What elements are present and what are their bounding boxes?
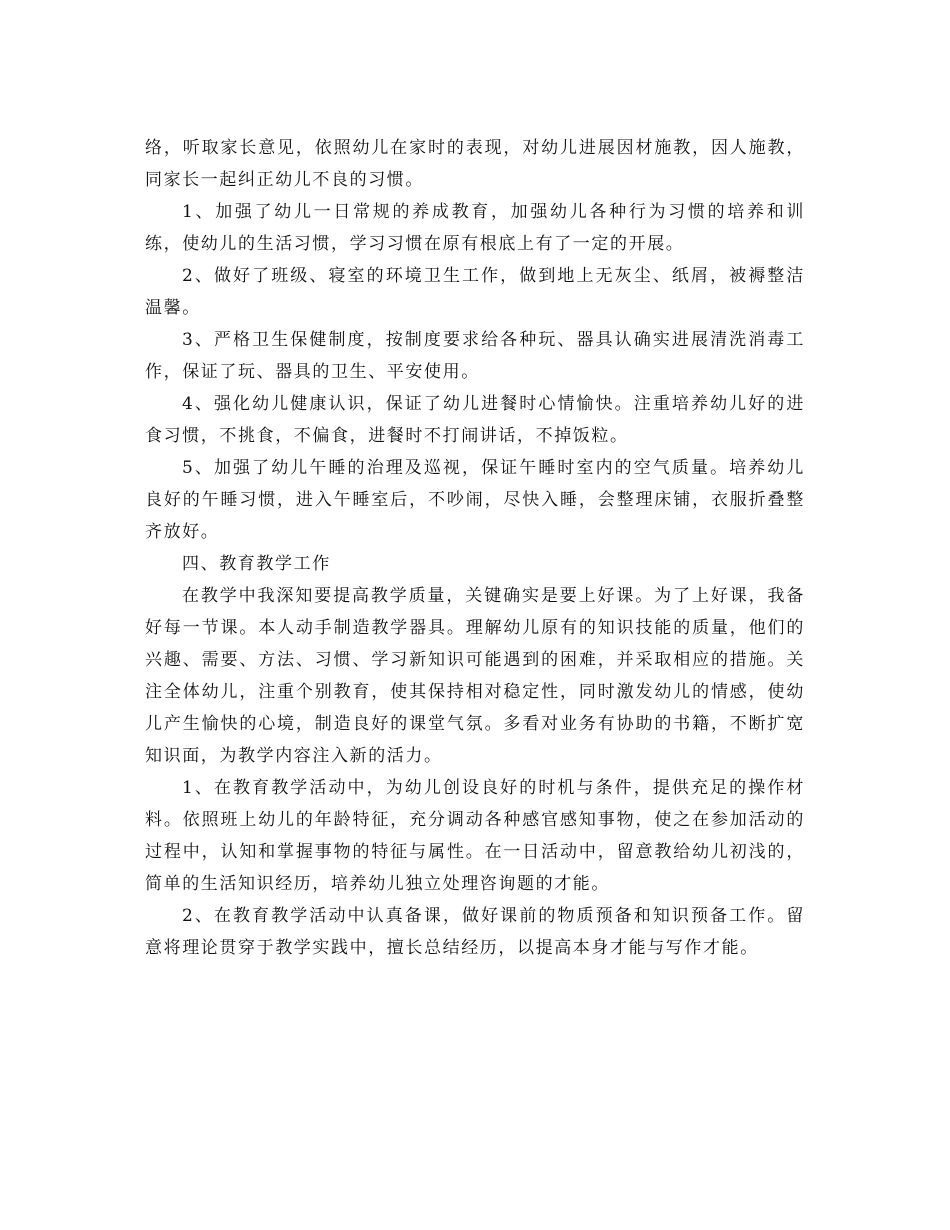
paragraph-item-5: 5、加强了幼儿午睡的治理及巡视，保证午睡时室内的空气质量。培养幼儿良好的午睡习惯，进入午睡室后，不吵闹，尽快入睡，会整理床铺，衣服折叠整齐放好。 (145, 458, 805, 542)
document-body (145, 132, 805, 964)
paragraph-continuation: 络，听取家长意见，依照幼儿在家时的表现，对幼儿进展因材施教，因人施教，同家长一起纠正幼儿不良的习惯。 (145, 138, 805, 190)
paragraph-item-2: 2、做好了班级、寝室的环境卫生工作，做到地上无灰尘、纸屑，被褥整洁温馨。 (145, 266, 805, 318)
paragraph-teaching-1: 1、在教育教学活动中，为幼儿创设良好的时机与条件，提供充足的操作材料。依照班上幼儿的年龄特征，充分调动各种感官感知事物，使之在参加活动的过程中，认知和掌握事物的特征与属性。在一日活动中，留意教给幼儿初浅的，简单的生活知识经历，培养幼儿独立处理咨询题的才能。 (145, 778, 805, 894)
paragraph-teaching-2: 2、在教育教学活动中认真备课，做好课前的物质预备和知识预备工作。留意将理论贯穿于教学实践中，擅长总结经历，以提高本身才能与写作才能。 (145, 906, 805, 958)
paragraph-item-3: 3、严格卫生保健制度，按制度要求给各种玩、器具认确实进展清洗消毒工作，保证了玩、器具的卫生、平安使用。 (145, 330, 805, 382)
paragraph-item-1: 1、加强了幼儿一日常规的养成教育，加强幼儿各种行为习惯的培养和训练，使幼儿的生活习惯，学习习惯在原有根底上有了一定的开展。 (145, 202, 805, 254)
section-heading: 四、教育教学工作 (182, 554, 331, 574)
paragraph-item-4: 4、强化幼儿健康认识，保证了幼儿进餐时心情愉快。注重培养幼儿好的进食习惯，不挑食，不偏食，进餐时不打闹讲话，不掉饭粒。 (145, 394, 805, 446)
paragraph-teaching-intro: 在教学中我深知要提高教学质量，关键确实是要上好课。为了上好课，我备好每一节课。本人动手制造教学器具。理解幼儿原有的知识技能的质量，他们的兴趣、需要、方法、习惯、学习新知识可能遇到的困难，并采取相应的措施。关注全体幼儿，注重个别教育，使其保持相对稳定性，同时激发幼儿的情感，使幼儿产生愉快的心境，制造良好的课堂气氛。多看对业务有协助的书籍，不断扩宽知识面，为教学内容注入新的活力。 (145, 586, 805, 766)
